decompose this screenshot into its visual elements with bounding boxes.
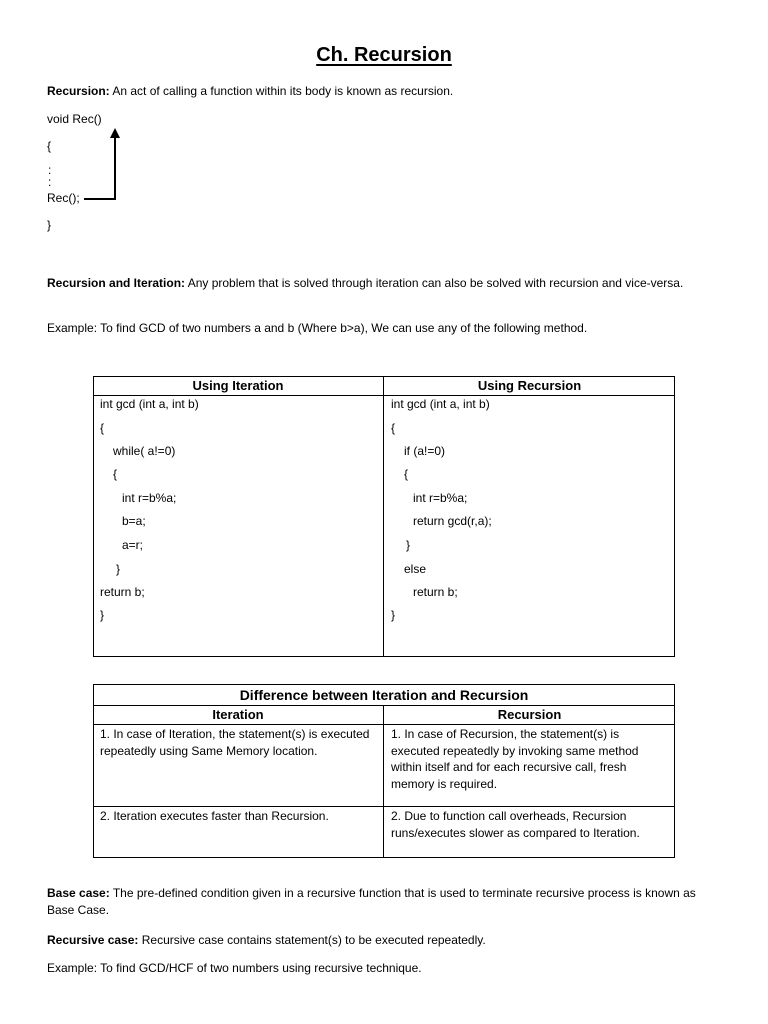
table-header-divider: [93, 395, 675, 396]
diff-row2-iteration: 2. Iteration executes faster than Recursion.: [100, 809, 329, 823]
code-rec-call: Rec();: [47, 191, 80, 205]
recursion-code-line: }: [391, 608, 396, 622]
iteration-code-line: int gcd (int a, int b): [100, 397, 199, 411]
base-case-paragraph: Base case: The pre-defined condition given in a recursive function that is used to terminate recursive process is known as Base Case.: [47, 886, 696, 917]
iteration-code-line: a=r;: [122, 538, 144, 552]
code-void-rec: void Rec(): [47, 112, 102, 126]
recursion-definition: Recursion: An act of calling a function within its body is known as recursion.: [47, 84, 454, 98]
recursion-code-line: if (a!=0): [404, 444, 446, 458]
diff-row-divider: [93, 806, 675, 807]
iteration-code-line: return b;: [100, 585, 145, 599]
header-using-recursion: Using Recursion: [477, 378, 582, 393]
recursion-code-line: else: [404, 562, 427, 576]
recursion-arrow-base: [84, 198, 116, 200]
arrow-up-icon: [110, 128, 120, 138]
diff-title-divider: [93, 705, 675, 706]
diff-header-divider: [93, 724, 675, 725]
recursive-case-paragraph: Recursive case: Recursive case contains statement(s) to be executed repeatedly.: [47, 933, 486, 947]
recursion-code-line: int gcd (int a, int b): [391, 397, 490, 411]
recursion-iteration-paragraph: Recursion and Iteration: Any problem that is solved through iteration can also be solved with recursion and vice-versa.: [47, 276, 684, 290]
recursion-code-line: {: [391, 421, 396, 435]
code-comparison-table: [93, 376, 675, 657]
iteration-code-line: b=a;: [122, 514, 146, 528]
iteration-code-line: }: [100, 608, 105, 622]
iteration-code-line: {: [100, 421, 105, 435]
iteration-code-line: int r=b%a;: [122, 491, 177, 505]
diff-row1-recursion: 1. In case of Recursion, the statement(s) is executed repeatedly by invoking same method within itself and for each recursive call, fresh memory is required.: [391, 727, 639, 791]
table-divider: [383, 376, 384, 657]
code-dots-2: :: [48, 175, 52, 189]
code-close-brace: }: [47, 218, 52, 232]
iteration-code-line: }: [116, 562, 121, 576]
iteration-code-line: {: [113, 467, 118, 481]
diff-header-iteration: Iteration: [212, 707, 264, 722]
diff-row1-iteration: 1. In case of Iteration, the statement(s) is executed repeatedly using Same Memory location.: [100, 727, 370, 758]
example-gcd-methods: Example: To find GCD of two numbers a and b (Where b>a), We can use any of the following method.: [47, 321, 588, 335]
difference-table-title: Difference between Iteration and Recursion: [239, 687, 529, 703]
code-dots-1: :: [48, 163, 52, 177]
diff-row2-recursion: 2. Due to function call overheads, Recursion runs/executes slower as compared to Iteration.: [391, 809, 640, 840]
recursion-code-line: }: [406, 538, 411, 552]
recursion-code-line: return b;: [413, 585, 458, 599]
iteration-code-line: while( a!=0): [113, 444, 176, 458]
code-open-brace: {: [47, 139, 52, 153]
diff-header-recursion: Recursion: [497, 707, 562, 722]
header-using-iteration: Using Iteration: [192, 378, 284, 393]
page-title: Ch. Recursion: [316, 44, 452, 66]
example-gcd-recursive: Example: To find GCD/HCF of two numbers using recursive technique.: [47, 961, 422, 975]
recursion-code-line: int r=b%a;: [413, 491, 468, 505]
recursion-arrow-line: [114, 137, 116, 200]
recursion-code-line: return gcd(r,a);: [413, 514, 492, 528]
diff-column-divider: [383, 705, 384, 858]
recursion-code-line: {: [404, 467, 409, 481]
